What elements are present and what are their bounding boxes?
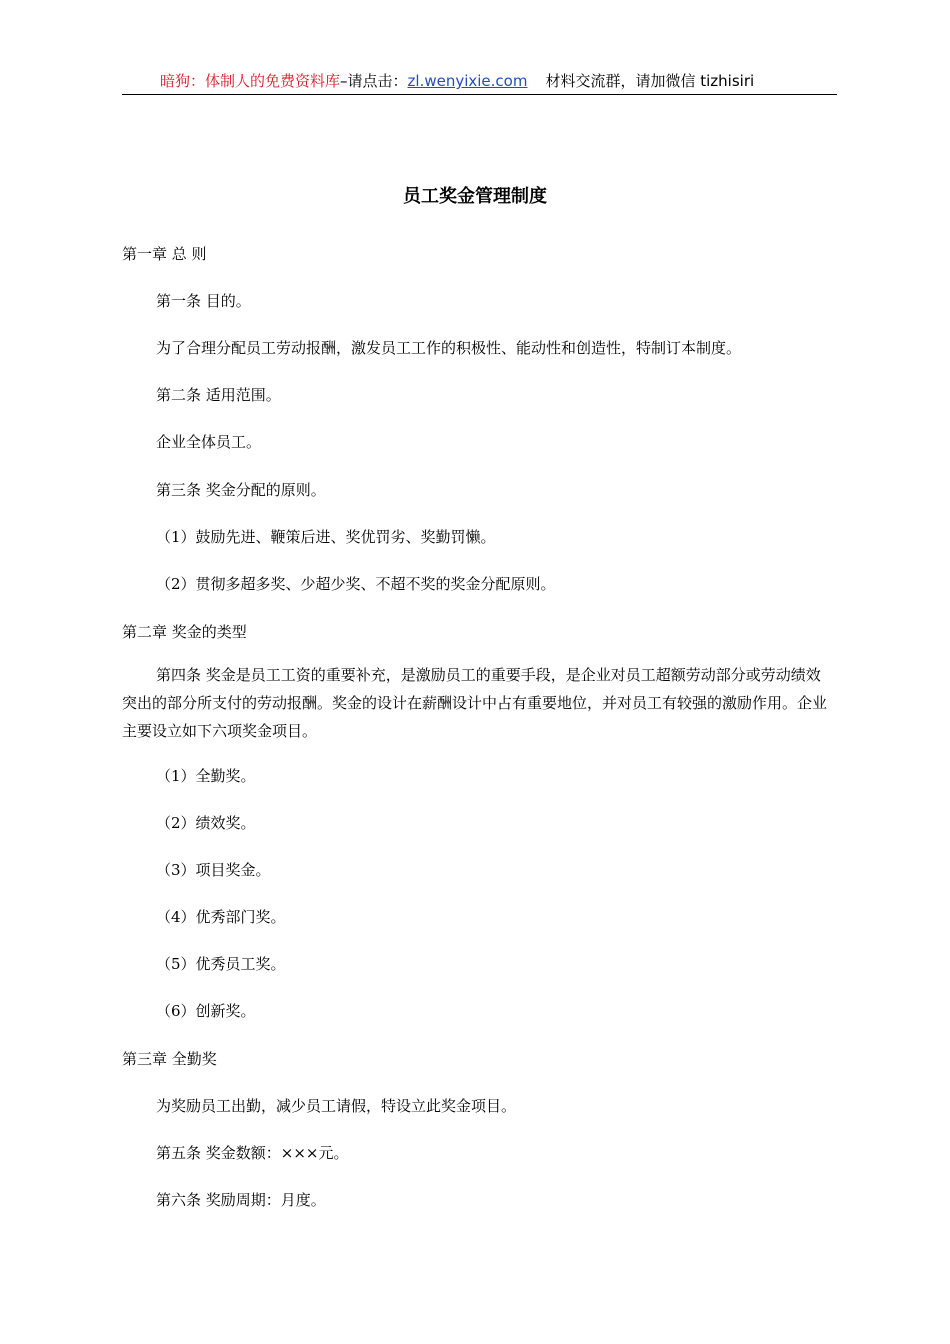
- article-6: 第六条 奖励周期：月度。: [156, 1191, 326, 1209]
- bonus-item: （3）项目奖金。: [156, 861, 271, 879]
- bonus-item: （4）优秀部门奖。: [156, 908, 286, 926]
- page-header: [122, 68, 837, 95]
- article-3-title: 第三条 奖金分配的原则。: [156, 481, 326, 499]
- principle-2: （2）贯彻多超多奖、少超少奖、不超不奖的奖金分配原则。: [156, 575, 556, 593]
- bonus-item: （2）绩效奖。: [156, 814, 256, 832]
- chapter-2-heading: 第二章 奖金的类型: [122, 623, 247, 641]
- article-1-title: 第一条 目的。: [156, 292, 251, 310]
- chapter-3-intro: 为奖励员工出勤，减少员工请假，特设立此奖金项目。: [156, 1097, 517, 1115]
- header-link[interactable]: zl.wenyixie.com: [407, 72, 528, 90]
- article-2-title: 第二条 适用范围。: [156, 386, 281, 404]
- article-1-text: 为了合理分配员工劳动报酬，激发员工工作的积极性、能动性和创造性，特制订本制度。: [156, 339, 742, 357]
- article-4-paragraph: 第四条 奖金是员工工资的重要补充，是激励员工的重要手段，是企业对员工超额劳动部分或劳动绩效突出的部分所支付的劳动报酬。奖金的设计在薪酬设计中占有重要地位，并对员工有较强的激励作用。企业主要设立如下六项奖金项目。: [122, 666, 828, 740]
- chapter-1-heading: 第一章 总 则: [122, 245, 207, 263]
- header-brand: 暗狗：体制人的免费资料库: [160, 72, 341, 90]
- chapter-3-heading: 第三章 全勤奖: [122, 1050, 217, 1068]
- bonus-item: （1）全勤奖。: [156, 767, 256, 785]
- principle-1: （1）鼓励先进、鞭策后进、奖优罚劣、奖勤罚懒。: [156, 528, 496, 546]
- header-separator: –请点击：: [340, 72, 408, 90]
- header-line: [160, 70, 754, 91]
- bonus-item: （6）创新奖。: [156, 1002, 256, 1020]
- document-title: 员工奖金管理制度: [403, 186, 547, 207]
- bonus-item: （5）优秀员工奖。: [156, 955, 286, 973]
- article-5: 第五条 奖金数额：×××元。: [156, 1144, 349, 1162]
- header-contact: 材料交流群，请加微信 tizhisiri: [545, 72, 755, 90]
- article-2-text: 企业全体员工。: [156, 433, 262, 451]
